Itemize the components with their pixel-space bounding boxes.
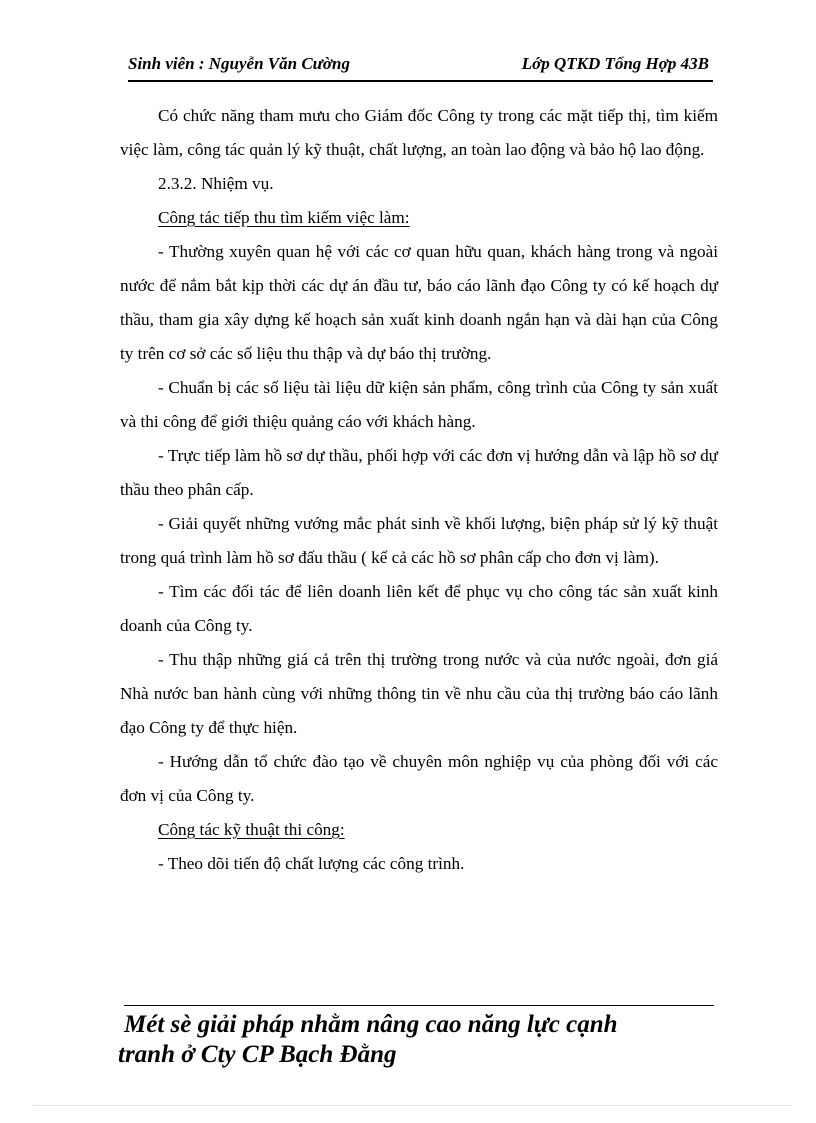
subheading-job-search [120, 201, 718, 235]
footer-divider [124, 1005, 714, 1006]
subheading-construction [120, 813, 718, 847]
footer-title [118, 1010, 718, 1070]
page-header [128, 52, 713, 82]
subheading-construction-text: Công tác kỹ thuật thi công: [158, 820, 345, 839]
footer-title-line-2: tranh ở Cty CP Bạch Đằng [118, 1041, 397, 1068]
list-item: - Hướng dẫn tổ chức đào tạo về chuyên môn nghiệp vụ của phòng đối với các đơn vị của Công ty. [120, 752, 718, 805]
subheading-job-search-text: Công tác tiếp thu tìm kiếm việc làm: [158, 208, 410, 227]
section-heading: 2.3.2. Nhiệm vụ. [158, 174, 274, 193]
student-name: Sinh viên : Nguyễn Văn Cường [128, 54, 350, 73]
list-item: - Giải quyết những vướng mắc phát sinh về khối lượng, biện pháp sử lý kỹ thuật trong quá trình làm hồ sơ đấu thầu ( kể cả các hồ sơ phân cấp cho đơn vị làm). [120, 514, 718, 567]
list-item: - Chuẩn bị các số liệu tài liệu dữ kiện sản phẩm, công trình của Công ty sản xuất và thi công để giới thiệu quảng cáo với khách hàng. [120, 378, 718, 431]
footer-title-line-1: Mét sè giải pháp nhằm nâng cao năng lực cạnh [124, 1011, 618, 1038]
list-item: - Thu thập những giá cả trên thị trường trong nước và của nước ngoài, đơn giá Nhà nước ban hành cùng với những thông tin về nhu cầu của thị trường báo cáo lãnh đạo Công ty để thực hiện. [120, 650, 718, 737]
list-item: - Theo dõi tiến độ chất lượng các công trình. [158, 854, 465, 873]
document-body [120, 99, 718, 881]
list-item: - Thường xuyên quan hệ với các cơ quan hữu quan, khách hàng trong và ngoài nước để nắm bắt kịp thời các dự án đầu tư, báo cáo lãnh đạo Công ty có kế hoạch dự thầu, tham gia xây dựng kế hoạch sản xuất kinh doanh ngắn hạn và dài hạn của Công ty trên cơ sở các số liệu thu thập và dự báo thị trường. [120, 242, 718, 363]
list-item: - Trực tiếp làm hồ sơ dự thầu, phối hợp với các đơn vị hướng dẫn và lập hồ sơ dự thầu theo phân cấp. [120, 446, 718, 499]
class-name: Lớp QTKD Tổng Hợp 43B [521, 54, 709, 73]
list-item: - Tìm các đối tác để liên doanh liên kết để phục vụ cho công tác sản xuất kinh doanh của Công ty. [120, 582, 718, 635]
page-bottom-border [32, 1105, 792, 1106]
paragraph-intro: Có chức năng tham mưu cho Giám đốc Công ty trong các mặt tiếp thị, tìm kiếm việc làm, công tác quản lý kỹ thuật, chất lượng, an toàn lao động và bảo hộ lao động. [120, 106, 718, 159]
